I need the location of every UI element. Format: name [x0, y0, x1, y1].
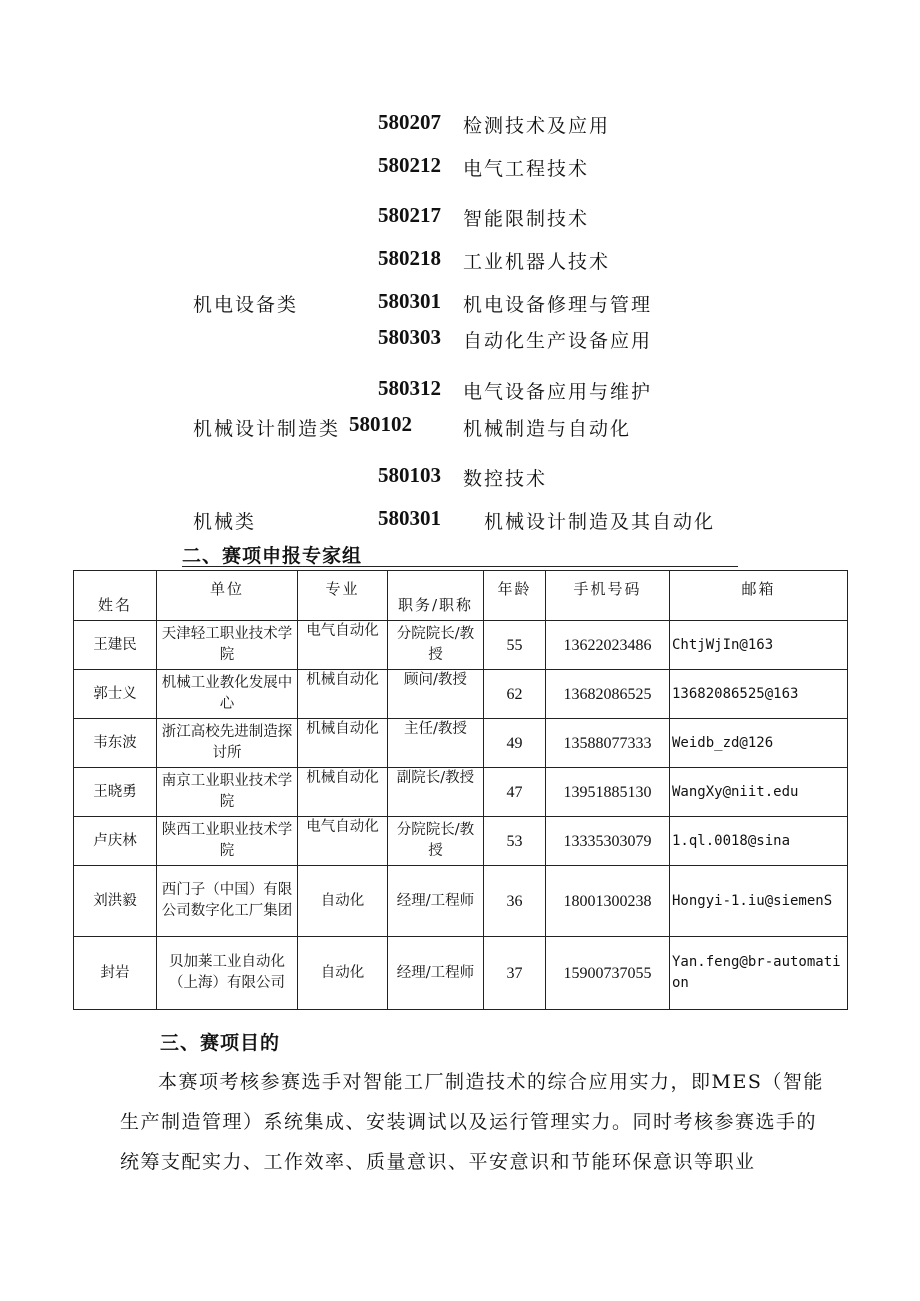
cell-major: 电气自动化 — [298, 621, 388, 670]
cell-unit: 浙江高校先进制造探讨所 — [157, 719, 298, 768]
cell-major: 电气自动化 — [298, 817, 388, 866]
cell-age: 62 — [484, 670, 546, 719]
col-header-title: 职务/职称 — [388, 571, 484, 621]
major-category: 机电设备类 — [193, 294, 299, 316]
col-header-phone: 手机号码 — [546, 571, 670, 621]
cell-email: Weidb_zd@126 — [670, 719, 848, 768]
table-header-row — [74, 571, 848, 621]
cell-phone: 13588077333 — [546, 719, 670, 768]
table-row — [74, 768, 848, 817]
cell-unit: 机械工业教化发展中心 — [157, 670, 298, 719]
cell-major: 自动化 — [298, 866, 388, 937]
cell-phone: 13622023486 — [546, 621, 670, 670]
cell-age: 53 — [484, 817, 546, 866]
cell-age: 49 — [484, 719, 546, 768]
cell-title: 副院长/教授 — [388, 768, 484, 817]
cell-title: 分院院长/教授 — [388, 817, 484, 866]
major-name: 自动化生产设备应用 — [463, 330, 653, 352]
cell-name: 刘洪毅 — [74, 866, 157, 937]
cell-email: 13682086525@163 — [670, 670, 848, 719]
section-heading: 三、赛项目的 — [160, 1032, 281, 1054]
major-name: 电气设备应用与维护 — [463, 381, 653, 403]
major-category: 机械类 — [193, 511, 257, 533]
cell-email: Yan.feng@br-automation — [670, 937, 848, 1010]
major-name: 检测技术及应用 — [463, 115, 611, 137]
cell-title: 经理/工程师 — [388, 866, 484, 937]
major-code: 580103 — [378, 463, 441, 487]
major-code: 580207 — [378, 110, 441, 134]
major-name: 机电设备修理与管理 — [463, 294, 653, 316]
col-header-unit: 单位 — [157, 571, 298, 621]
cell-name: 卢庆林 — [74, 817, 157, 866]
major-code: 580301 — [378, 506, 441, 530]
cell-unit: 西门子（中国）有限公司数字化工厂集团 — [157, 866, 298, 937]
cell-phone: 18001300238 — [546, 866, 670, 937]
major-name: 数控技术 — [463, 468, 548, 490]
major-code: 580217 — [378, 203, 441, 227]
major-category: 机械设计制造类 — [193, 418, 341, 440]
cell-phone: 13335303079 — [546, 817, 670, 866]
cell-major: 机械自动化 — [298, 670, 388, 719]
cell-major: 自动化 — [298, 937, 388, 1010]
major-code: 580303 — [378, 325, 441, 349]
cell-name: 封岩 — [74, 937, 157, 1010]
cell-email: ChtjWjIn@163 — [670, 621, 848, 670]
col-header-name: 姓名 — [74, 571, 157, 621]
cell-age: 37 — [484, 937, 546, 1010]
major-code: 580102 — [349, 412, 412, 436]
cell-age: 36 — [484, 866, 546, 937]
col-header-age: 年龄 — [484, 571, 546, 621]
table-row — [74, 866, 848, 937]
heading-underline — [182, 566, 738, 567]
section-heading: 二、赛项申报专家组 — [182, 545, 363, 567]
cell-phone: 13951885130 — [546, 768, 670, 817]
major-code: 580312 — [378, 376, 441, 400]
major-name: 机械设计制造及其自动化 — [484, 511, 716, 533]
cell-email: WangXy@niit.edu — [670, 768, 848, 817]
cell-name: 王晓勇 — [74, 768, 157, 817]
table-row — [74, 621, 848, 670]
table-row — [74, 937, 848, 1010]
col-header-email: 邮箱 — [670, 571, 848, 621]
cell-title: 分院院长/教授 — [388, 621, 484, 670]
cell-title: 顾问/教授 — [388, 670, 484, 719]
major-name: 机械制造与自动化 — [463, 418, 632, 440]
cell-unit: 贝加莱工业自动化（上海）有限公司 — [157, 937, 298, 1010]
cell-phone: 15900737055 — [546, 937, 670, 1010]
major-code: 580212 — [378, 153, 441, 177]
cell-phone: 13682086525 — [546, 670, 670, 719]
cell-age: 47 — [484, 768, 546, 817]
expert-table — [73, 570, 848, 1010]
cell-age: 55 — [484, 621, 546, 670]
major-name: 工业机器人技术 — [463, 251, 611, 273]
cell-major: 机械自动化 — [298, 768, 388, 817]
cell-name: 王建民 — [74, 621, 157, 670]
cell-major: 机械自动化 — [298, 719, 388, 768]
cell-unit: 天津轻工职业技术学院 — [157, 621, 298, 670]
cell-name: 郭士义 — [74, 670, 157, 719]
major-name: 智能限制技术 — [463, 208, 590, 230]
major-code: 580301 — [378, 289, 441, 313]
table-row — [74, 817, 848, 866]
table-row — [74, 670, 848, 719]
cell-title: 经理/工程师 — [388, 937, 484, 1010]
cell-email: Hongyi-1.iu@siemenS — [670, 866, 848, 937]
cell-email: 1.ql.0018@sina — [670, 817, 848, 866]
cell-name: 韦东波 — [74, 719, 157, 768]
body-paragraph: 本赛项考核参赛选手对智能工厂制造技术的综合应用实力，即MES（智能生产制造管理）系统集成、安装调试以及运行管理实力。同时考核参赛选手的统筹支配实力、工作效率、质量意识、平安意识和节能环保意识等职业 — [120, 1071, 824, 1173]
cell-title: 主任/教授 — [388, 719, 484, 768]
col-header-major: 专业 — [298, 571, 388, 621]
table-row — [74, 719, 848, 768]
major-name: 电气工程技术 — [463, 158, 590, 180]
cell-unit: 南京工业职业技术学院 — [157, 768, 298, 817]
cell-unit: 陕西工业职业技术学院 — [157, 817, 298, 866]
major-code: 580218 — [378, 246, 441, 270]
